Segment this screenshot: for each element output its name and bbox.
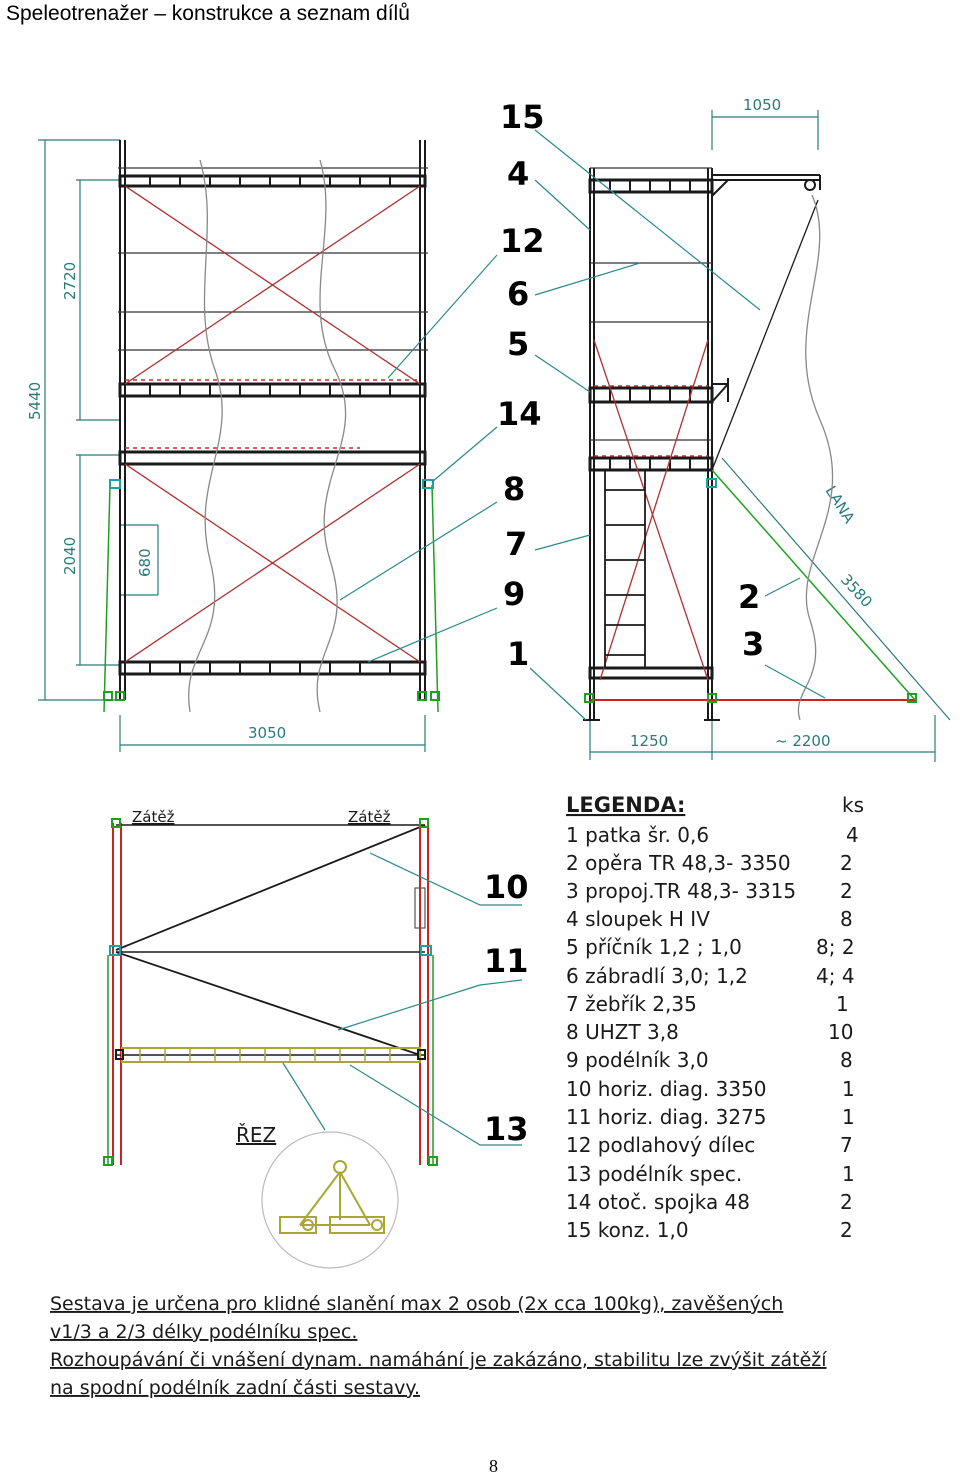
callout-6: 6 bbox=[507, 275, 530, 313]
side-bracket-mid bbox=[712, 378, 728, 402]
page-number: 8 bbox=[489, 1456, 498, 1476]
front-outrigger-legs bbox=[104, 485, 438, 712]
callout-5: 5 bbox=[507, 325, 530, 363]
note-line-4: na spodní podélník zadní části sestavy. bbox=[50, 1377, 420, 1399]
legend-item-qty: 2 bbox=[840, 851, 853, 875]
dim-5440: 5440 bbox=[26, 381, 44, 420]
legend-item-qty: 10 bbox=[828, 1020, 854, 1044]
label-lana: LANA bbox=[821, 482, 859, 527]
front-decks bbox=[120, 176, 425, 674]
front-posts bbox=[120, 140, 425, 700]
legend-item-name: 5 příčník 1,2 ; 1,0 bbox=[566, 935, 742, 959]
legend-item-qty: 1 bbox=[842, 1077, 855, 1101]
legend-item-qty: 1 bbox=[836, 992, 849, 1016]
callout-13: 13 bbox=[484, 1110, 529, 1148]
ladder bbox=[605, 470, 645, 668]
legend-item-qty: 1 bbox=[842, 1105, 855, 1129]
plan-frame-lines bbox=[116, 825, 425, 1055]
front-base-plates bbox=[104, 692, 439, 700]
note-line-3: Rozhoupávání či vnášení dynam. namáhání je zakázáno, stabilitu lze zvýšit zátěží bbox=[50, 1349, 827, 1371]
legend-item-name: 10 horiz. diag. 3350 bbox=[566, 1077, 767, 1101]
front-diagonal-bracing bbox=[125, 186, 420, 662]
legend-item-name: 4 sloupek H IV bbox=[566, 907, 710, 931]
legend-item-name: 12 podlahový dílec bbox=[566, 1133, 756, 1157]
dim-1050: 1050 bbox=[743, 96, 782, 114]
legend-item-qty: 4 bbox=[846, 823, 859, 847]
note-line-1: Sestava je určena pro klidné slanění max 2 osob (2x cca 100kg), zavěšených bbox=[50, 1293, 784, 1315]
dim-3050: 3050 bbox=[248, 724, 287, 742]
callout-7: 7 bbox=[505, 525, 528, 563]
front-deck-ribs bbox=[150, 176, 390, 674]
dim-1250: 1250 bbox=[630, 732, 669, 750]
legend-ks-header: ks bbox=[842, 793, 865, 817]
legend-item-name: 7 žebřík 2,35 bbox=[566, 992, 697, 1016]
legend-item-qty: 2 bbox=[840, 879, 853, 903]
bottom-callouts bbox=[484, 868, 529, 1148]
legend-item-name: 14 otoč. spojka 48 bbox=[566, 1190, 751, 1214]
label-rez: ŘEZ bbox=[236, 1123, 277, 1147]
legend-item-name: 9 podélník 3,0 bbox=[566, 1048, 709, 1072]
callout-3: 3 bbox=[742, 625, 765, 663]
side-deck-ribs bbox=[610, 180, 690, 470]
legend-item-name: 11 horiz. diag. 3275 bbox=[566, 1105, 767, 1129]
horizontal-diagonal-10 bbox=[116, 825, 425, 950]
legend-item-qty: 4; 4 bbox=[816, 964, 855, 988]
notes bbox=[50, 1293, 827, 1399]
callout-15: 15 bbox=[500, 98, 545, 136]
legend bbox=[566, 793, 864, 1242]
callout-4: 4 bbox=[507, 155, 530, 193]
legend-item-qty: 8 bbox=[840, 1048, 853, 1072]
side-dimension-lines bbox=[590, 110, 950, 762]
side-rope bbox=[798, 195, 832, 720]
legend-item-name: 13 podélník spec. bbox=[566, 1162, 743, 1186]
legend-item-qty: 1 bbox=[842, 1162, 855, 1186]
legend-item-name: 1 patka šr. 0,6 bbox=[566, 823, 710, 847]
legend-item-name: 2 opěra TR 48,3- 3350 bbox=[566, 851, 791, 875]
dim-2200: ~ 2200 bbox=[775, 732, 831, 750]
plan-couplers bbox=[110, 946, 431, 955]
dim-680: 680 bbox=[136, 548, 154, 577]
plan-view bbox=[104, 808, 437, 1268]
dim-3580: 3580 bbox=[837, 570, 876, 612]
callout-2: 2 bbox=[738, 578, 761, 616]
label-zatez-right: Zátěž bbox=[348, 808, 391, 826]
legend-item-name: 8 UHZT 3,8 bbox=[566, 1020, 679, 1044]
legend-item-name: 3 propoj.TR 48,3- 3315 bbox=[566, 879, 797, 903]
legend-item-qty: 2 bbox=[840, 1190, 853, 1214]
front-ropes bbox=[189, 160, 346, 712]
legend-item-name: 6 zábradlí 3,0; 1,2 bbox=[566, 964, 748, 988]
legend-item-name: 15 konz. 1,0 bbox=[566, 1218, 689, 1242]
page-title: Speleotrenažer – konstrukce a seznam dílů bbox=[6, 2, 410, 25]
horizontal-diagonal-11 bbox=[116, 952, 420, 1055]
front-elevation bbox=[26, 140, 439, 752]
side-decks bbox=[590, 180, 712, 678]
plan-corner-nodes bbox=[104, 819, 437, 1165]
front-rails bbox=[118, 168, 428, 350]
front-dashed-red bbox=[125, 380, 420, 448]
legend-items bbox=[566, 823, 859, 1242]
legend-item-qty: 8; 2 bbox=[816, 935, 855, 959]
rope-anchor-line bbox=[712, 200, 818, 470]
callout-14: 14 bbox=[497, 395, 542, 433]
legend-header: LEGENDA: bbox=[566, 793, 686, 817]
side-elevation bbox=[583, 96, 950, 762]
section-detail-circle bbox=[262, 1132, 398, 1268]
callout-12: 12 bbox=[500, 222, 545, 260]
side-bracket-top bbox=[712, 175, 820, 196]
front-dimension-lines bbox=[38, 140, 425, 752]
note-line-2: v1/3 a 2/3 délky podélníku spec. bbox=[50, 1321, 358, 1343]
callout-8: 8 bbox=[503, 470, 526, 508]
callout-1: 1 bbox=[507, 635, 530, 673]
callout-9: 9 bbox=[503, 575, 526, 613]
dim-2720: 2720 bbox=[61, 261, 79, 300]
legend-item-qty: 8 bbox=[840, 907, 853, 931]
legend-item-qty: 7 bbox=[840, 1133, 853, 1157]
callout-10: 10 bbox=[484, 868, 529, 906]
dim-2040: 2040 bbox=[61, 536, 79, 575]
label-zatez-left: Zátěž bbox=[132, 808, 175, 826]
plan-red-rails bbox=[113, 823, 428, 1165]
callout-11: 11 bbox=[484, 942, 529, 980]
legend-item-qty: 2 bbox=[840, 1218, 853, 1242]
